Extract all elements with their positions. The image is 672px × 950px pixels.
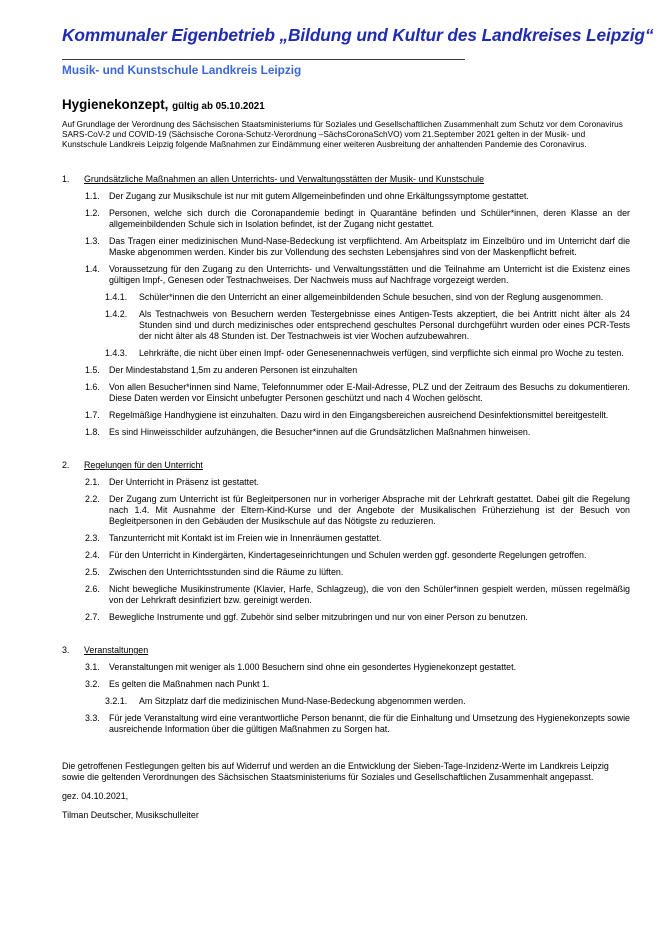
item-number: 1.1. [85, 191, 100, 201]
list-item [62, 236, 630, 258]
item-text: Lehrkräfte, die nicht über einen Impf- oder Genesenennachweis verfügen, sind verpflichte sich einmal pro Woche zu testen. [139, 348, 624, 358]
item-text: Es sind Hinweisschilder aufzuhängen, die Besucher*innen auf die Grundsätzlichen Maßnahmen hinweisen. [109, 427, 531, 437]
item-number: 3.1. [85, 662, 100, 672]
section-3 [62, 645, 630, 735]
item-text: Es gelten die Maßnahmen nach Punkt 1. [109, 679, 270, 689]
item-text: Am Sitzplatz darf die medizinischen Mund-Nase-Bedeckung abgenommen werden. [139, 696, 466, 706]
section-number: 2. [62, 460, 70, 470]
item-number: 1.6. [85, 382, 100, 392]
item-number: 3.3. [85, 713, 100, 723]
item-number: 1.2. [85, 208, 100, 218]
section-number: 3. [62, 645, 70, 655]
list-item [62, 533, 630, 544]
section-title: Veranstaltungen [84, 645, 149, 655]
list-item [62, 550, 630, 561]
item-text: Für den Unterricht in Kindergärten, Kindertageseinrichtungen und Schulen werden ggf. gesonderte Regelungen getroffen. [109, 550, 587, 560]
item-text: Personen, welche sich durch die Coronapandemie bedingt in Quarantäne befinden und Schüler*innen, deren Klasse an der allgemeinbildenden Schule sich in Isolation befindet, ist der Zugang nicht gestattet. [109, 208, 630, 229]
closing-paragraph: Die getroffenen Festlegungen gelten bis auf Widerruf und werden an die Entwicklung der Sieben-Tage-Inzidenz-Werte im Landkreis Leipzig sowie die geltenden Verordnungen des Sächsischen Staatsministeriums für Soziales und Gesellschaftlichen Zusammenhalt angepasst. [62, 761, 609, 782]
item-number: 1.8. [85, 427, 100, 437]
list-item [62, 410, 630, 421]
school-heading: Musik- und Kunstschule Landkreis Leipzig [62, 63, 302, 77]
item-number: 3.2.1. [105, 696, 128, 706]
signature-name: Tilman Deutscher, Musikschulleiter [62, 810, 199, 820]
item-text: Voraussetzung für den Zugang zu den Unterrichts- und Verwaltungsstätten und die Teilnahme am Unterricht ist die Existenz eines gültigen Impf-, Genesen oder Testnachweises. Der Nachweis muss auf Nachfrage vorgezeigt werden. [109, 264, 630, 285]
title-validity: gültig ab 05.10.2021 [172, 101, 265, 112]
section-heading [62, 645, 630, 656]
sub-list-item [62, 348, 630, 359]
list-item [62, 477, 630, 488]
sub-list-item [62, 292, 630, 303]
item-text: Der Mindestabstand 1,5m zu anderen Personen ist einzuhalten [109, 365, 358, 375]
item-number: 1.4.3. [105, 348, 128, 358]
list-item [62, 713, 630, 735]
item-number: 1.5. [85, 365, 100, 375]
item-number: 2.7. [85, 612, 100, 622]
section-heading [62, 460, 630, 471]
section-number: 1. [62, 174, 70, 184]
item-number: 2.3. [85, 533, 100, 543]
list-item [62, 264, 630, 286]
list-item [62, 679, 630, 690]
header-divider [62, 59, 465, 60]
item-text: Veranstaltungen mit weniger als 1.000 Besuchern sind ohne ein gesondertes Hygienekonzept gestattet. [109, 662, 517, 672]
list-item [62, 567, 630, 578]
item-number: 1.4.2. [105, 309, 128, 319]
sub-list-item [62, 696, 630, 707]
document-title [62, 97, 630, 115]
item-number: 2.4. [85, 550, 100, 560]
section-title: Grundsätzliche Maßnahmen an allen Unterrichts- und Verwaltungsstätten der Musik- und Kunstschule [84, 174, 485, 184]
list-item [62, 427, 630, 438]
item-text: Nicht bewegliche Musikinstrumente (Klavier, Harfe, Schlagzeug), die von den Schüler*innen gespielt werden, müssen regelmäßig von der Lehrkraft desinfiziert bzw. gereinigt werden. [109, 584, 630, 605]
list-item [62, 208, 630, 230]
item-number: 1.7. [85, 410, 100, 420]
section-2 [62, 460, 630, 623]
item-number: 2.6. [85, 584, 100, 594]
item-text: Regelmäßige Handhygiene ist einzuhalten. Dazu wird in den Eingangsbereichen ausreichend Desinfektionsmittel bereitgestellt. [109, 410, 609, 420]
list-item [62, 365, 630, 376]
list-item [62, 382, 630, 404]
intro-paragraph: Auf Grundlage der Verordnung des Sächsischen Staatsministeriums für Soziales und Gesellschaftlichen Zusammenhalt zum Schutz vor dem Coronavirus SARS-CoV-2 und COVID-19 (Sächsische Corona-Schutz-Verordnung –SächsCoronaSchVO) vom 21.September 2021 gelten in der Musik- und Kunstschule Landkreis Leipzig folgende Maßnahmen zur Eindämmung einer weiteren Ausbreitung der anhaltenden Pandemie des Coronavirus. [62, 120, 623, 149]
item-number: 1.3. [85, 236, 100, 246]
list-item [62, 584, 630, 606]
item-number: 2.2. [85, 494, 100, 504]
item-number: 2.5. [85, 567, 100, 577]
item-text: Schüler*innen die den Unterricht an einer allgemeinbildenden Schule besuchen, sind von der Reglung ausgenommen. [139, 292, 604, 302]
item-text: Als Testnachweis von Besuchern werden Testergebnisse eines Antigen-Tests akzeptiert, die bei Antritt nicht älter als 24 Stunden sind und durch medizinisches oder entsprechend geschultes Personal durchgeführt wurden oder eines PCR-Tests der nicht älter als 48 Stunden ist. Der Testnachweis ist vier Wochen aufzubewahren. [139, 309, 630, 341]
list-item [62, 191, 630, 202]
section-1 [62, 174, 630, 438]
list-item [62, 494, 630, 527]
item-text: Für jede Veranstaltung wird eine verantwortliche Person benannt, die für die Einhaltung und Umsetzung des Hygienekonzepts sowie ausreichende Information über die gültigen Maßnahmen zu Sorgen hat. [109, 713, 630, 734]
item-text: Zwischen den Unterrichtsstunden sind die Räume zu lüften. [109, 567, 344, 577]
item-text: Der Zugang zum Unterricht ist für Begleitpersonen nur in vorheriger Absprache mit der Lehrkraft gestattet. Dabei gilt die Regelung nach 1.4. Mit Ausnahme der Eltern-Kind-Kurse und der Angebote der Musikalischen Früherziehung ist der Besuch von Begleitpersonen in den Gebäuden der Musikschule auf das Nötigste zu reduzieren. [109, 494, 630, 526]
item-text: Tanzunterricht mit Kontakt ist im Freien wie in Innenräumen gestattet. [109, 533, 382, 543]
item-text: Bewegliche Instrumente und ggf. Zubehör sind selber mitzubringen und nur von einer Person zu benutzen. [109, 612, 528, 622]
item-text: Der Unterricht in Präsenz ist gestattet. [109, 477, 259, 487]
item-text: Von allen Besucher*innen sind Name, Telefonnummer oder E-Mail-Adresse, PLZ und der Zeitraum des Besuchs zu dokumentieren. Diese Daten werden vor Einsicht unbefugter Personen geschützt und nach 4 Wochen gelöscht. [109, 382, 630, 403]
list-item [62, 662, 630, 673]
document-page [62, 24, 654, 821]
item-number: 2.1. [85, 477, 100, 487]
item-text: Der Zugang zur Musikschule ist nur mit gutem Allgemeinbefinden und ohne Erkältungssymptome gestattet. [109, 191, 529, 201]
section-heading [62, 174, 630, 185]
section-title: Regelungen für den Unterricht [84, 460, 203, 470]
item-number: 1.4.1. [105, 292, 128, 302]
sub-list-item [62, 309, 630, 342]
title-main: Hygienekonzept, [62, 97, 169, 112]
organization-heading: Kommunaler Eigenbetrieb „Bildung und Kultur des Landkreises Leipzig“ [62, 25, 654, 45]
item-number: 1.4. [85, 264, 100, 274]
list-item [62, 612, 630, 623]
item-number: 3.2. [85, 679, 100, 689]
signature-date: gez. 04.10.2021, [62, 791, 129, 801]
item-text: Das Tragen einer medizinischen Mund-Nase-Bedeckung ist verpflichtend. Am Arbeitsplatz im Einzelbüro und im Unterricht darf die Maske abgenommen werden. Kinder bis zur Vollendung des sechsten Lebensjahres sind von der Maskenpflicht befreit. [109, 236, 630, 257]
